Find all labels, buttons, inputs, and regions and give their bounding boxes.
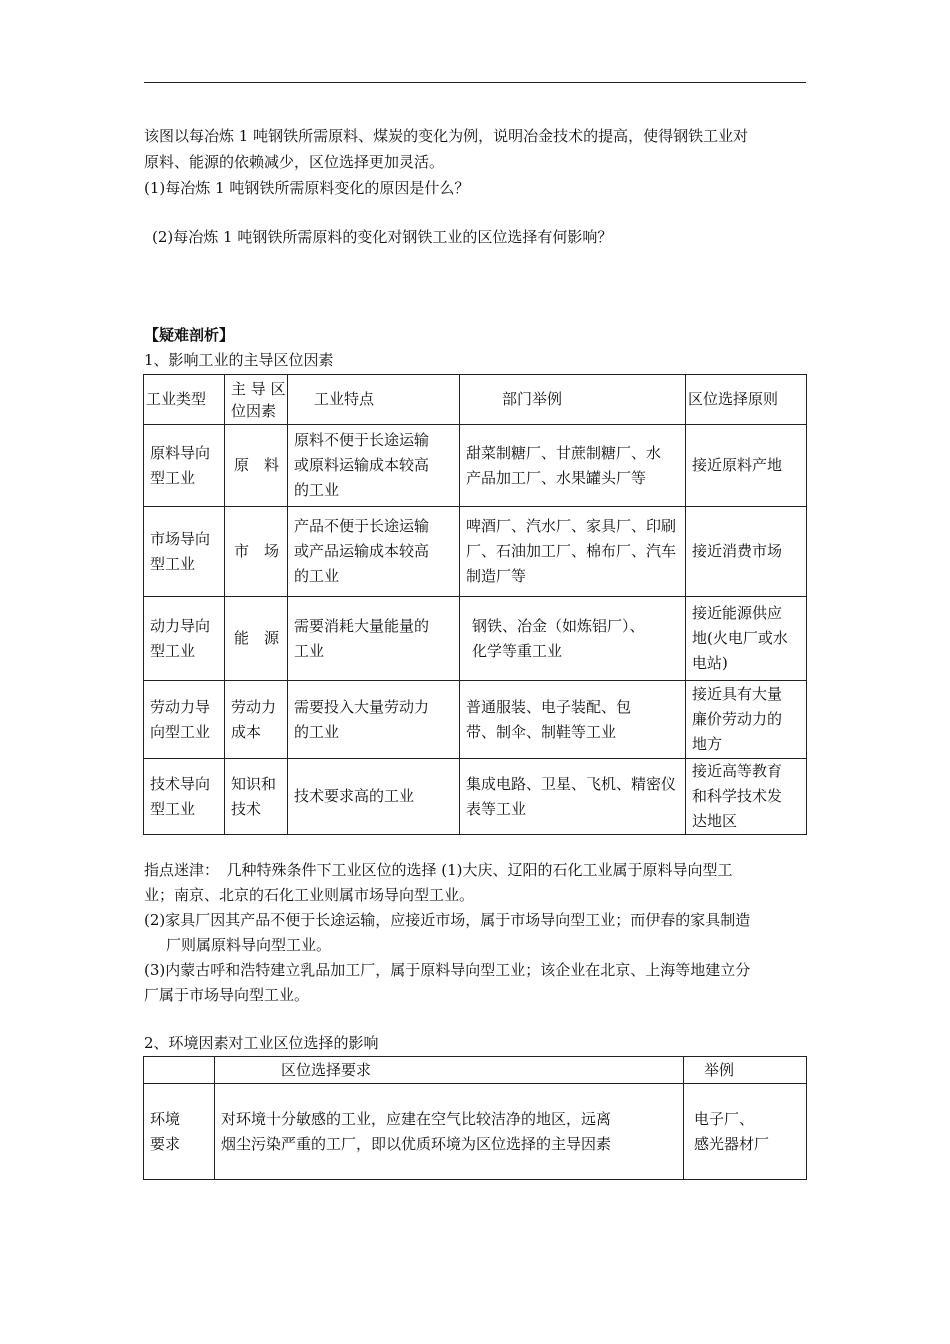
table2-header-row bbox=[144, 1057, 807, 1084]
environment-factor-table bbox=[143, 1056, 807, 1180]
row1-example bbox=[460, 425, 686, 507]
cell-line: 原料不便于长途运输 bbox=[294, 431, 430, 449]
cell-line: 动力导向 bbox=[150, 616, 211, 635]
cell-line: 技术 bbox=[231, 799, 262, 818]
cell-line: 啤酒厂、汽水厂、家具厂、印刷 bbox=[466, 517, 677, 535]
row2-principle bbox=[686, 507, 807, 597]
row4-type bbox=[144, 681, 225, 759]
cell-line: 或原料运输成本较高 bbox=[294, 456, 430, 474]
cell-line: 的工业 bbox=[294, 481, 340, 499]
section-title: 【疑难剖析】 bbox=[144, 326, 235, 344]
cell-line: 接近能源供应 bbox=[692, 604, 783, 622]
cell-line: 的工业 bbox=[294, 567, 340, 585]
cell-line: 原料导向 bbox=[150, 443, 211, 462]
row2-example bbox=[460, 507, 686, 597]
cell-line: 甜菜制糖厂、甘蔗制糖厂、水 bbox=[466, 443, 662, 462]
cell-line: 接近原料产地 bbox=[692, 456, 783, 474]
table1-header-row bbox=[144, 375, 807, 425]
cell-line: 普通服装、电子装配、包 bbox=[466, 697, 632, 716]
cell-line: 环境 bbox=[150, 1109, 181, 1128]
cell-line: 地(火电厂或水 bbox=[692, 629, 788, 647]
question-2: (2)每冶炼 1 吨钢铁所需原料的变化对钢铁工业的区位选择有何影响？ bbox=[152, 228, 613, 246]
cell-line: 向型工业 bbox=[150, 722, 211, 741]
tips-line-4: 厂则属原料导向型工业。 bbox=[166, 936, 332, 954]
cell-line: 化学等重工业 bbox=[472, 641, 563, 660]
row3-factor bbox=[225, 597, 288, 681]
cell-line: 钢铁、冶金（如炼铝厂）、 bbox=[472, 616, 645, 635]
table-row bbox=[144, 681, 807, 759]
table-row bbox=[144, 425, 807, 507]
cell-line: 型工业 bbox=[150, 799, 196, 818]
row-example bbox=[684, 1084, 807, 1180]
cell-line: 接近具有大量 bbox=[692, 685, 783, 703]
row4-feature bbox=[288, 681, 460, 759]
cell-line: 产品加工厂、水果罐头厂等 bbox=[466, 468, 647, 487]
cell-line: 接近高等教育 bbox=[692, 762, 783, 780]
row1-type bbox=[144, 425, 225, 507]
header-dominant-factor-line-1: 主 导 区 bbox=[231, 379, 286, 398]
cell-line: 技术导向 bbox=[150, 774, 211, 793]
row4-example bbox=[460, 681, 686, 759]
cell-line: 成本 bbox=[231, 722, 262, 741]
row3-type bbox=[144, 597, 225, 681]
cell-line: 型工业 bbox=[150, 641, 196, 660]
cell-line: 带、制伞、制鞋等工业 bbox=[466, 722, 617, 741]
question-1: (1)每冶炼 1 吨钢铁所需原料变化的原因是什么？ bbox=[144, 179, 470, 197]
cell-line: 型工业 bbox=[150, 468, 196, 487]
cell-line: 要求 bbox=[150, 1134, 181, 1153]
cell-line: 烟尘污染严重的工厂，即以优质环境为区位选择的主导因素 bbox=[221, 1134, 612, 1153]
row4-factor bbox=[225, 681, 288, 759]
row4-principle bbox=[686, 681, 807, 759]
row5-feature bbox=[288, 759, 460, 835]
cell-line: 产品不便于长途运输 bbox=[294, 517, 430, 535]
row2-factor bbox=[225, 507, 288, 597]
row3-principle bbox=[686, 597, 807, 681]
cell-line: 电子厂、 bbox=[694, 1109, 755, 1128]
cell-line: 对环境十分敏感的工业，应建在空气比较洁净的地区，远离 bbox=[221, 1109, 612, 1128]
cell-line: 地方 bbox=[692, 735, 723, 753]
tips-line-3: (2)家具厂因其产品不便于长途运输，应接近市场，属于市场导向型工业；而伊春的家具制造 bbox=[144, 911, 751, 929]
location-factor-table bbox=[143, 374, 807, 835]
cell-line: 工业 bbox=[294, 641, 325, 660]
header-requirement: 区位选择要求 bbox=[215, 1057, 684, 1084]
header-principle: 区位选择原则 bbox=[686, 375, 807, 425]
row5-type bbox=[144, 759, 225, 835]
cell-line: 需要投入大量劳动力 bbox=[294, 697, 430, 716]
cell-line: 厂、石油加工厂、棉布厂、汽车 bbox=[466, 542, 677, 560]
header-blank bbox=[144, 1057, 215, 1084]
row1-factor bbox=[225, 425, 288, 507]
row5-example bbox=[460, 759, 686, 835]
intro-line-1: 该图以每冶炼 1 吨钢铁所需原料、煤炭的变化为例，说明冶金技术的提高，使得钢铁工业对 bbox=[144, 127, 749, 145]
cell-line: 原 料 bbox=[234, 456, 280, 474]
table-row bbox=[144, 507, 807, 597]
row1-feature bbox=[288, 425, 460, 507]
header-rule bbox=[144, 82, 806, 83]
cell-line: 制造厂等 bbox=[466, 567, 527, 585]
cell-line: 接近消费市场 bbox=[692, 542, 783, 560]
header-example: 举例 bbox=[684, 1057, 807, 1084]
table-row bbox=[144, 597, 807, 681]
row-requirement bbox=[215, 1084, 684, 1180]
cell-line: 或产品运输成本较高 bbox=[294, 542, 430, 560]
row3-example bbox=[460, 597, 686, 681]
row2-type bbox=[144, 507, 225, 597]
cell-line: 的工业 bbox=[294, 722, 340, 741]
cell-line: 技术要求高的工业 bbox=[294, 787, 415, 805]
header-industry-type: 工业类型 bbox=[144, 375, 225, 425]
cell-line: 和科学技术发 bbox=[692, 787, 783, 805]
header-dominant-factor-line-2: 位因素 bbox=[231, 401, 277, 420]
cell-line: 市 场 bbox=[234, 542, 280, 560]
tips-line-5: (3)内蒙古呼和浩特建立乳品加工厂，属于原料导向型工业；该企业在北京、上海等地建立分 bbox=[144, 961, 751, 979]
cell-line: 集成电路、卫星、飞机、精密仪 bbox=[466, 774, 677, 793]
header-dominant-factor bbox=[225, 375, 288, 425]
intro-line-2: 原料、能源的依赖减少，区位选择更加灵活。 bbox=[144, 153, 445, 171]
cell-line: 需要消耗大量能量的 bbox=[294, 616, 430, 635]
table-row bbox=[144, 759, 807, 835]
row5-factor bbox=[225, 759, 288, 835]
row-label bbox=[144, 1084, 215, 1180]
row1-principle bbox=[686, 425, 807, 507]
cell-line: 型工业 bbox=[150, 554, 196, 573]
row2-feature bbox=[288, 507, 460, 597]
table2-title: 2、环境因素对工业区位选择的影响 bbox=[144, 1034, 379, 1052]
cell-line: 感光器材厂 bbox=[694, 1134, 770, 1153]
header-feature: 工业特点 bbox=[288, 375, 460, 425]
cell-line: 能 源 bbox=[234, 629, 280, 647]
row5-principle bbox=[686, 759, 807, 835]
cell-line: 廉价劳动力的 bbox=[692, 710, 783, 728]
table1-title: 1、影响工业的主导区位因素 bbox=[144, 351, 334, 369]
cell-line: 电站) bbox=[692, 654, 728, 672]
tips-line-6: 厂属于市场导向型工业。 bbox=[144, 986, 310, 1004]
cell-line: 达地区 bbox=[692, 812, 738, 830]
cell-line: 表等工业 bbox=[466, 799, 527, 818]
cell-line: 知识和 bbox=[231, 774, 277, 793]
tips-line-2: 业；南京、北京的石化工业则属市场导向型工业。 bbox=[144, 886, 475, 904]
tips-line-1: 指点迷津： 几种特殊条件下工业区位的选择 (1)大庆、辽阳的石化工业属于原料导向型工 bbox=[144, 861, 733, 879]
row3-feature bbox=[288, 597, 460, 681]
header-example: 部门举例 bbox=[460, 375, 686, 425]
cell-line: 市场导向 bbox=[150, 529, 211, 548]
table-row bbox=[144, 1084, 807, 1180]
cell-line: 劳动力导 bbox=[150, 697, 211, 716]
cell-line: 劳动力 bbox=[231, 697, 277, 716]
